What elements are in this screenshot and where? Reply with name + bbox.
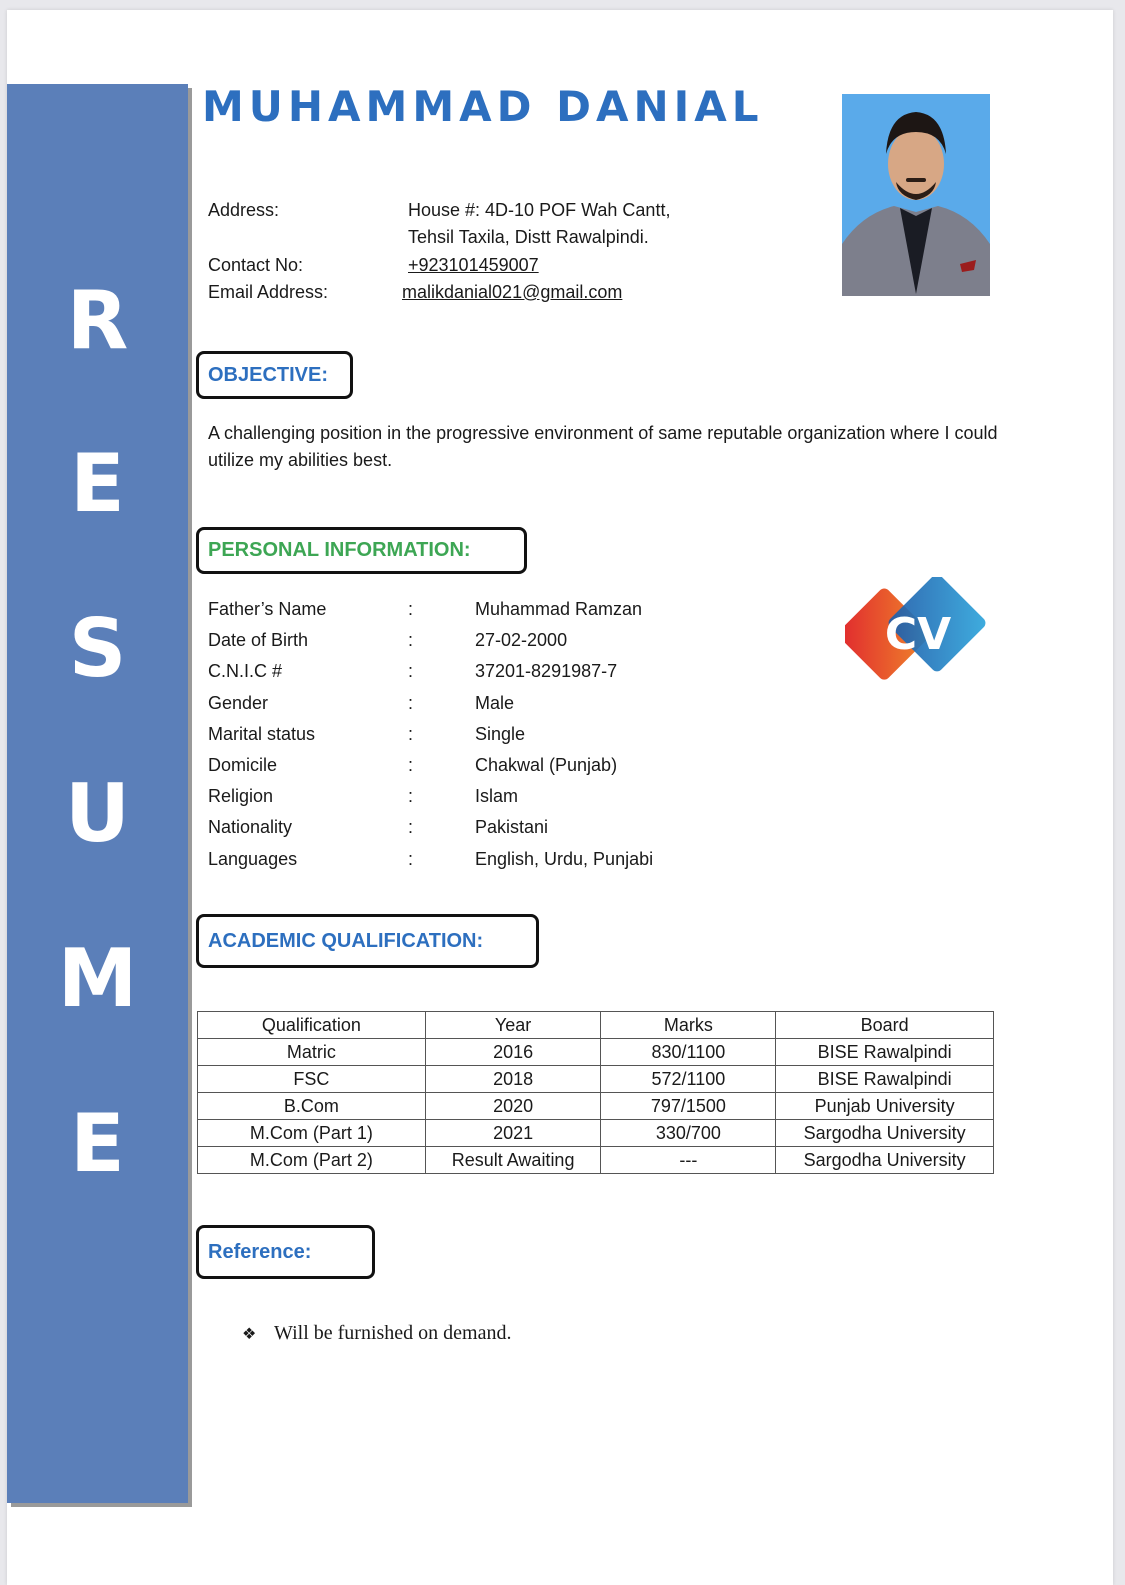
address-label: Address: (208, 200, 280, 220)
info-separator: : (408, 693, 414, 713)
table-cell: 830/1100 (601, 1039, 776, 1066)
cv-logo-icon (845, 577, 991, 697)
table-cell: BISE Rawalpindi (776, 1066, 994, 1093)
info-row-domicile (208, 750, 828, 781)
table-cell: Punjab University (776, 1093, 994, 1120)
personal-info-heading (196, 527, 527, 574)
info-row-languages (208, 844, 828, 875)
table-row (198, 1093, 994, 1120)
info-separator: : (408, 817, 414, 837)
sidebar-letter: U (65, 767, 130, 860)
info-value: 37201-8291987-7 (475, 661, 618, 681)
table-cell: BISE Rawalpindi (776, 1039, 994, 1066)
table-cell: --- (601, 1147, 776, 1174)
table-row (198, 1039, 994, 1066)
academic-heading (196, 914, 539, 968)
info-label: Gender (208, 693, 269, 713)
personal-info-heading-text: PERSONAL INFORMATION: (208, 539, 471, 561)
reference-heading (196, 1225, 375, 1279)
table-cell: M.Com (Part 2) (198, 1147, 426, 1174)
info-row-date-of-birth (208, 625, 828, 656)
column-header: Year (425, 1012, 601, 1039)
academic-heading-text: ACADEMIC QUALIFICATION: (208, 929, 484, 952)
table-cell: B.Com (198, 1093, 426, 1120)
info-separator: : (408, 849, 414, 869)
info-value: English, Urdu, Punjabi (475, 849, 654, 869)
objective-text: A challenging position in the progressive environment of same reputable organization where I could utilize my abilities best. (208, 423, 998, 470)
info-value: Pakistani (475, 817, 549, 837)
column-header: Board (776, 1012, 994, 1039)
info-separator: : (408, 786, 414, 806)
info-row-nationality (208, 812, 828, 843)
info-value: Single (475, 724, 526, 744)
info-separator: : (408, 661, 414, 681)
svg-text:CV: CV (884, 609, 952, 660)
table-cell: 2016 (425, 1039, 601, 1066)
info-value: Male (475, 693, 515, 713)
info-label: Nationality (208, 817, 293, 837)
cv-logo (845, 577, 991, 697)
objective-heading-text: OBJECTIVE: (208, 363, 329, 386)
table-header-row (198, 1012, 994, 1039)
info-value: Chakwal (Punjab) (475, 755, 618, 775)
info-row-marital-status (208, 719, 828, 750)
table-cell: 2018 (425, 1066, 601, 1093)
diamond-bullet-icon: ❖ (242, 1326, 257, 1343)
info-label: Domicile (208, 755, 278, 775)
sidebar-letter: E (70, 1097, 125, 1190)
table-cell: FSC (198, 1066, 426, 1093)
table-cell: 797/1500 (601, 1093, 776, 1120)
sidebar-letter: S (68, 602, 127, 695)
reference-item (242, 1322, 511, 1345)
resume-sidebar (7, 84, 188, 1503)
reference-text: Will be furnished on demand. (274, 1322, 512, 1344)
sidebar-letter: M (57, 932, 138, 1025)
info-label: Date of Birth (208, 630, 309, 650)
table-row (198, 1120, 994, 1147)
info-label: C.N.I.C # (208, 661, 283, 681)
reference-heading-text: Reference: (208, 1240, 312, 1263)
table-cell: 572/1100 (601, 1066, 776, 1093)
table-row (198, 1066, 994, 1093)
info-separator: : (408, 755, 414, 775)
info-row-gender (208, 688, 828, 719)
info-label: Religion (208, 786, 274, 806)
table-cell: 330/700 (601, 1120, 776, 1147)
info-separator: : (408, 630, 414, 650)
address-line-2: Tehsil Taxila, Distt Rawalpindi. (408, 227, 649, 247)
info-value: Muhammad Ramzan (475, 599, 643, 619)
profile-photo (842, 94, 990, 296)
table-cell: Matric (198, 1039, 426, 1066)
column-header: Marks (601, 1012, 776, 1039)
info-row-fathers-name (208, 594, 828, 625)
person-portrait-icon (842, 94, 990, 296)
info-row-religion (208, 781, 828, 812)
info-label: Languages (208, 849, 298, 869)
info-separator: : (408, 724, 414, 744)
candidate-name: MUHAMMAD DANIAL (202, 82, 764, 131)
phone-link[interactable]: +923101459007 (408, 255, 539, 275)
info-label: Father’s Name (208, 599, 327, 619)
email-label: Email Address: (208, 282, 329, 302)
email-link[interactable]: malikdanial021@gmail.com (402, 282, 623, 302)
table-cell: Sargodha University (776, 1120, 994, 1147)
info-separator: : (408, 599, 414, 619)
contact-block (208, 197, 808, 307)
table-cell: Sargodha University (776, 1147, 994, 1174)
info-label: Marital status (208, 724, 316, 744)
table-cell: M.Com (Part 1) (198, 1120, 426, 1147)
sidebar-letter: R (66, 274, 129, 367)
info-row-cnic (208, 656, 828, 687)
academic-table (197, 1011, 994, 1174)
objective-heading (196, 351, 353, 399)
phone-label: Contact No: (208, 255, 304, 275)
address-line-1: House #: 4D-10 POF Wah Cantt, (408, 200, 671, 220)
info-value: 27-02-2000 (475, 630, 568, 650)
table-cell: 2020 (425, 1093, 601, 1120)
table-row (198, 1147, 994, 1174)
table-cell: 2021 (425, 1120, 601, 1147)
info-value: Islam (475, 786, 519, 806)
table-cell: Result Awaiting (425, 1147, 601, 1174)
column-header: Qualification (198, 1012, 426, 1039)
sidebar-letter: E (70, 437, 125, 530)
